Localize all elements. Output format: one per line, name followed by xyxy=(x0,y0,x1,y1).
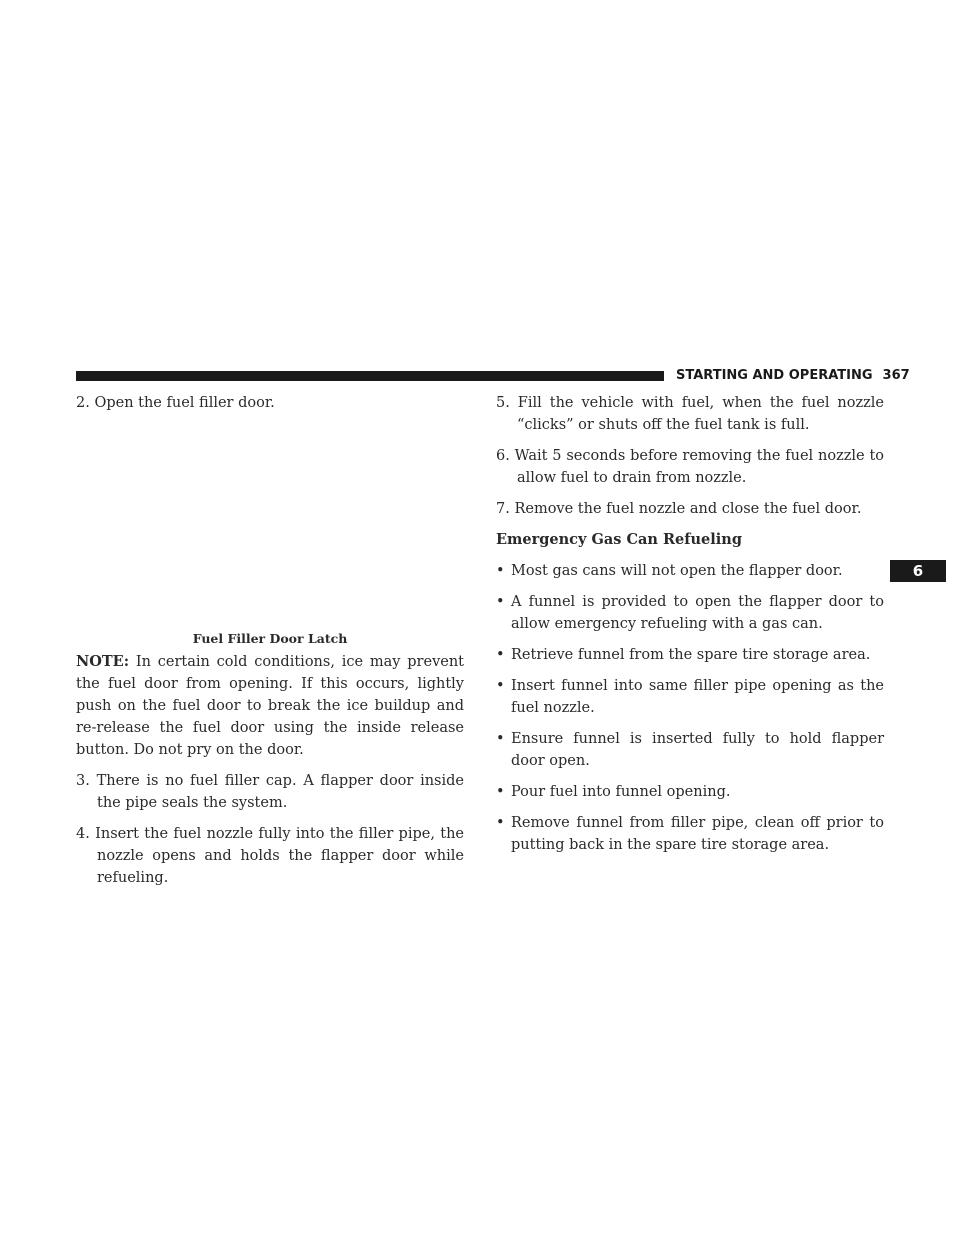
step-7: 7. Remove the fuel nozzle and close the fuel door. xyxy=(496,501,862,517)
figure-caption: Fuel Filler Door Latch xyxy=(192,631,348,646)
bullet-icon: • xyxy=(496,647,505,663)
bullet-icon: • xyxy=(496,731,505,747)
step-2: 2. Open the fuel filler door. xyxy=(76,395,275,411)
list-item xyxy=(496,644,884,666)
list-item-text: Retrieve funnel from the spare tire storage area. xyxy=(511,647,871,663)
right-column xyxy=(496,392,884,865)
note-paragraph xyxy=(76,651,464,761)
bullet-icon: • xyxy=(496,678,505,694)
step-6: 6. Wait 5 seconds before removing the fuel nozzle to allow fuel to drain from nozzle. xyxy=(496,448,884,486)
bullet-icon: • xyxy=(496,563,505,579)
figure-fuel-filler-door-latch xyxy=(76,423,464,647)
list-item-text: Insert funnel into same filler pipe opening as the fuel nozzle. xyxy=(511,678,884,716)
note-label: NOTE: xyxy=(76,653,130,670)
list-item xyxy=(496,591,884,635)
step-4: 4. Insert the fuel nozzle fully into the filler pipe, the nozzle opens and holds the flapper door while refueling. xyxy=(76,826,464,886)
list-item xyxy=(496,560,884,582)
left-column xyxy=(76,392,464,898)
list-item-text: Ensure funnel is inserted fully to hold flapper door open. xyxy=(511,731,884,769)
list-item xyxy=(496,812,884,856)
bullet-icon: • xyxy=(496,815,505,831)
list-item xyxy=(496,728,884,772)
list-item xyxy=(496,781,884,803)
step-5: 5. Fill the vehicle with fuel, when the fuel nozzle “clicks” or shuts off the fuel tank is full. xyxy=(496,395,884,433)
page-number: 367 xyxy=(882,368,910,383)
list-item-text: Remove funnel from filler pipe, clean off prior to putting back in the spare tire storage area. xyxy=(511,815,884,853)
list-item-text: A funnel is provided to open the flapper door to allow emergency refueling with a gas can. xyxy=(511,594,884,632)
chapter-tab: 6 xyxy=(890,560,946,582)
list-item xyxy=(496,675,884,719)
bullet-icon: • xyxy=(496,594,505,610)
step-3: 3. There is no fuel filler cap. A flapper door inside the pipe seals the system. xyxy=(76,773,464,811)
note-text: In certain cold conditions, ice may prevent the fuel door from opening. If this occurs, lightly push on the fuel door to break the ice buildup and re-release the fuel door using the inside release button. Do not pry on the door. xyxy=(76,654,465,758)
list-item-text: Pour fuel into funnel opening. xyxy=(511,784,731,800)
bullet-list xyxy=(496,560,884,856)
section-heading: Emergency Gas Can Refueling xyxy=(496,531,742,548)
list-item-text: Most gas cans will not open the flapper door. xyxy=(511,563,843,579)
bullet-icon: • xyxy=(496,784,505,800)
header-rule xyxy=(76,371,664,381)
running-header xyxy=(676,368,910,384)
section-title: STARTING AND OPERATING xyxy=(676,368,873,383)
